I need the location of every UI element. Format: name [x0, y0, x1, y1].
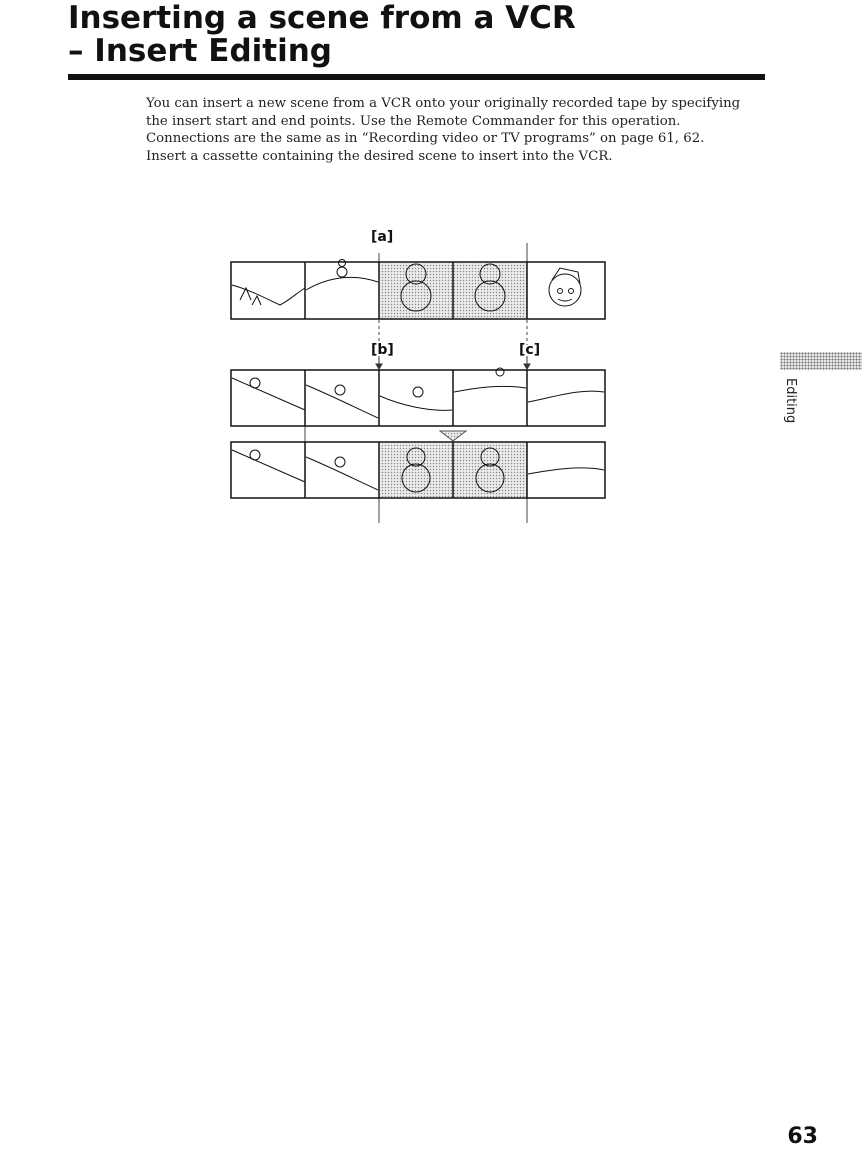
filmstrip-original: [231, 368, 605, 426]
guide-lines: [305, 243, 527, 523]
filmstrip-source: [231, 260, 605, 320]
title-rule: [68, 74, 765, 80]
page-number: 63: [787, 1124, 818, 1149]
down-arrow-icon: [440, 431, 466, 441]
intro-paragraph-1: You can insert a new scene from a VCR onto your originally recorded tape by specifying the insert start and end points. Use the Remote Commander for this operation.: [146, 96, 741, 129]
insert-point-markers: [376, 356, 530, 369]
side-tab-marker: [780, 352, 862, 370]
label-c: [c]: [519, 342, 541, 358]
page-title: [68, 2, 576, 68]
intro-text: [146, 95, 746, 165]
side-tab-label: Editing: [783, 378, 798, 424]
intro-paragraph-3: Insert a cassette containing the desired scene to insert into the VCR.: [146, 148, 613, 164]
intro-paragraph-2: Connections are the same as in “Recording video or TV programs” on page 61, 62.: [146, 131, 705, 146]
label-a: [a]: [371, 229, 394, 245]
filmstrip-result: [231, 442, 605, 498]
title-line-2: – Insert Editing: [68, 33, 332, 69]
title-line-1: Inserting a scene from a VCR: [68, 0, 576, 36]
label-b: [b]: [371, 342, 394, 358]
